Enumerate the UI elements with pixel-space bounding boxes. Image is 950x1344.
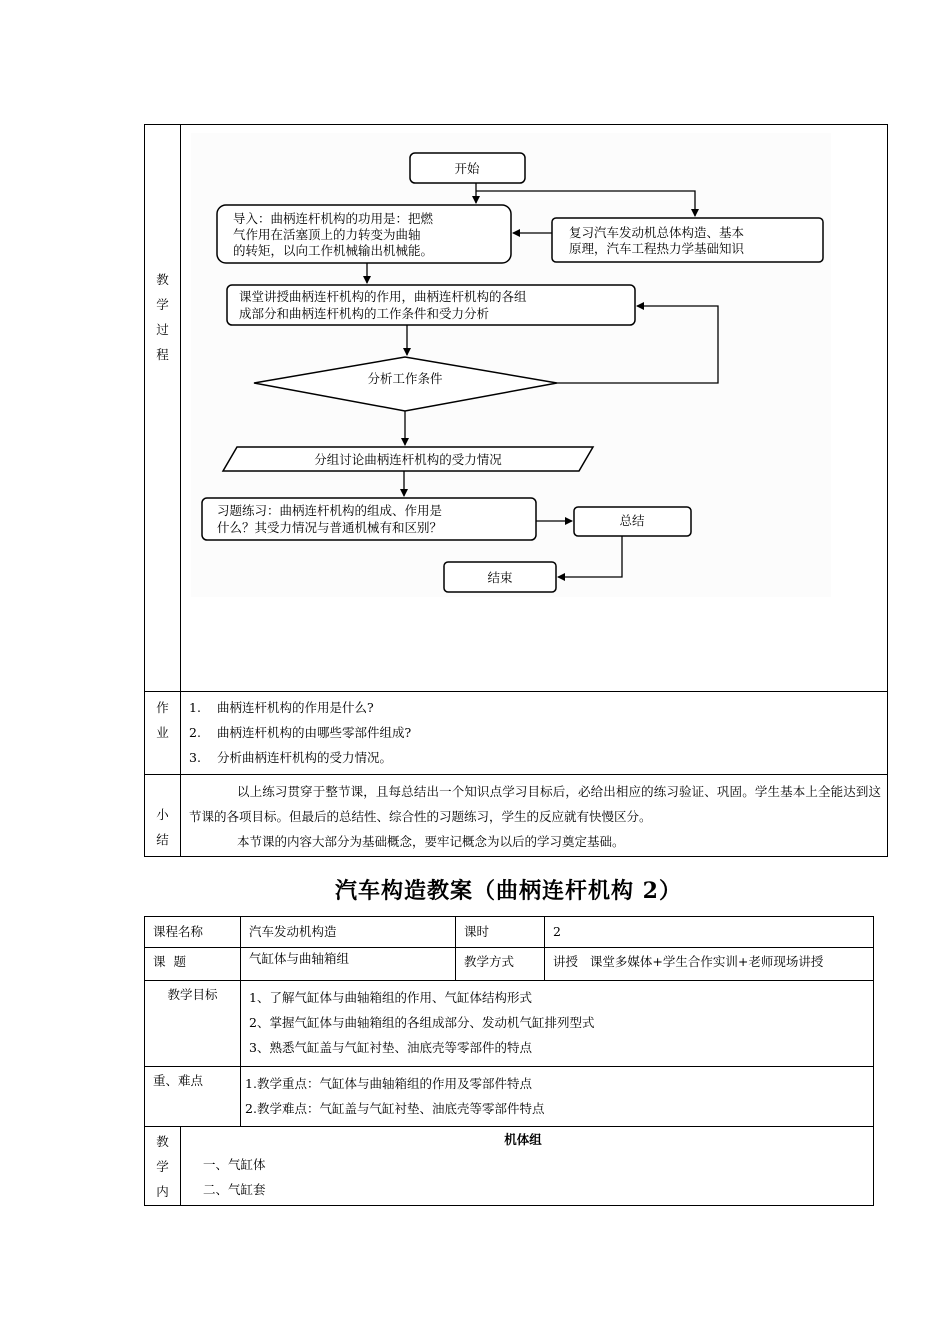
course-name-value: 汽车发动机构造 — [241, 917, 456, 948]
flow-review-line: 原理，汽车工程热力学基础知识 — [569, 241, 745, 256]
key-points-list — [241, 1067, 874, 1127]
key-point-item: 1.教学重点：气缸体与曲轴箱组的作用及零部件特点 — [245, 1076, 532, 1091]
content-heading: 机体组 — [504, 1132, 542, 1147]
summary-label — [145, 775, 181, 857]
goal-item: 2、掌握气缸体与曲轴箱组的各组成部分、发动机气缸排列型式 — [249, 1015, 595, 1030]
flow-exercise-line: 习题练习：曲柄连杆机构的组成、作用是 — [217, 503, 443, 518]
content-label-char: 学 — [156, 1159, 169, 1174]
lesson-process-table — [144, 124, 888, 857]
flow-group-text: 分组讨论曲柄连杆机构的受力情况 — [314, 452, 502, 467]
flow-intro-line: 导入：曲柄连杆机构的功用是：把燃 — [233, 211, 434, 226]
homework-label-char: 业 — [156, 725, 169, 740]
content-label-char: 内 — [156, 1184, 169, 1199]
method-value: 讲授 课堂多媒体+学生合作实训+老师现场讲授 — [545, 948, 874, 981]
process-label-char: 程 — [156, 347, 169, 362]
summary-label-char: 结 — [156, 832, 169, 847]
homework-item: 1. 曲柄连杆机构的作用是什么? — [189, 700, 374, 715]
method-label: 教学方式 — [456, 948, 545, 981]
teaching-flowchart — [181, 125, 888, 691]
goal-item: 3、熟悉气缸盖与气缸衬垫、油底壳等零部件的特点 — [249, 1040, 532, 1055]
topic-value: 气缸体与曲轴箱组 — [241, 948, 456, 981]
process-label-char: 学 — [156, 297, 169, 312]
process-label-char: 过 — [156, 322, 169, 337]
content-item: 二、气缸套 — [203, 1182, 266, 1197]
goals-list — [241, 981, 874, 1067]
topic-label: 课 题 — [145, 948, 241, 981]
flow-review-line: 复习汽车发动机总体构造、基本 — [569, 225, 745, 240]
homework-label-char: 作 — [156, 700, 169, 715]
course-name-label: 课程名称 — [145, 917, 241, 948]
lesson-plan-title: 汽车构造教案（曲柄连杆机构 2） — [335, 878, 682, 904]
goal-item: 1、了解气缸体与曲轴箱组的作用、气缸体结构形式 — [249, 990, 532, 1005]
summary-label-char: 小 — [156, 807, 169, 822]
process-label-char: 教 — [156, 272, 169, 287]
content-cell — [181, 1127, 874, 1206]
flow-intro-line: 的转矩，以向工作机械输出机械能。 — [233, 243, 434, 258]
flow-exercise-line: 什么？其受力情况与普通机械有和区别？ — [217, 520, 443, 535]
flow-end-text: 结束 — [487, 570, 513, 585]
hours-label: 课时 — [456, 917, 545, 948]
flow-lecture-line: 成部分和曲柄连杆机构的工作条件和受力分析 — [239, 306, 490, 321]
homework-item: 3. 分析曲柄连杆机构的受力情况。 — [189, 750, 393, 765]
content-label-char: 教 — [156, 1134, 169, 1149]
homework-list — [181, 692, 888, 775]
hours-value: 2 — [545, 917, 874, 948]
flow-decision-text: 分析工作条件 — [367, 371, 443, 386]
goals-label: 教学目标 — [145, 981, 241, 1067]
summary-paragraph: 以上练习贯穿于整节课，且每总结出一个知识点学习目标后，必给出相应的练习验证、巩固。学生基本上全能达到这节课的各项目标。但最后的总结性、综合性的习题练习，学生的反应就有快慢区分。 — [189, 784, 881, 824]
flow-start-text: 开始 — [454, 161, 480, 176]
process-label — [145, 125, 181, 692]
summary-paragraph: 本节课的内容大部分为基础概念，要牢记概念为以后的学习奠定基础。 — [237, 834, 625, 849]
homework-label — [145, 692, 181, 775]
flow-summary-text: 总结 — [619, 513, 645, 528]
flowchart-cell — [181, 125, 888, 692]
flow-lecture-line: 课堂讲授曲柄连杆机构的作用，曲柄连杆机构的各组 — [239, 289, 527, 304]
flow-intro-line: 气作用在活塞顶上的力转变为曲轴 — [233, 227, 421, 242]
lesson-plan-table — [144, 916, 874, 1206]
homework-item: 2. 曲柄连杆机构的由哪些零部件组成? — [189, 725, 412, 740]
content-label — [145, 1127, 181, 1206]
summary-text — [181, 775, 888, 857]
key-points-label: 重、难点 — [145, 1067, 241, 1127]
content-item: 一、气缸体 — [203, 1157, 266, 1172]
key-point-item: 2.教学难点：气缸盖与气缸衬垫、油底壳等零部件特点 — [245, 1101, 545, 1116]
